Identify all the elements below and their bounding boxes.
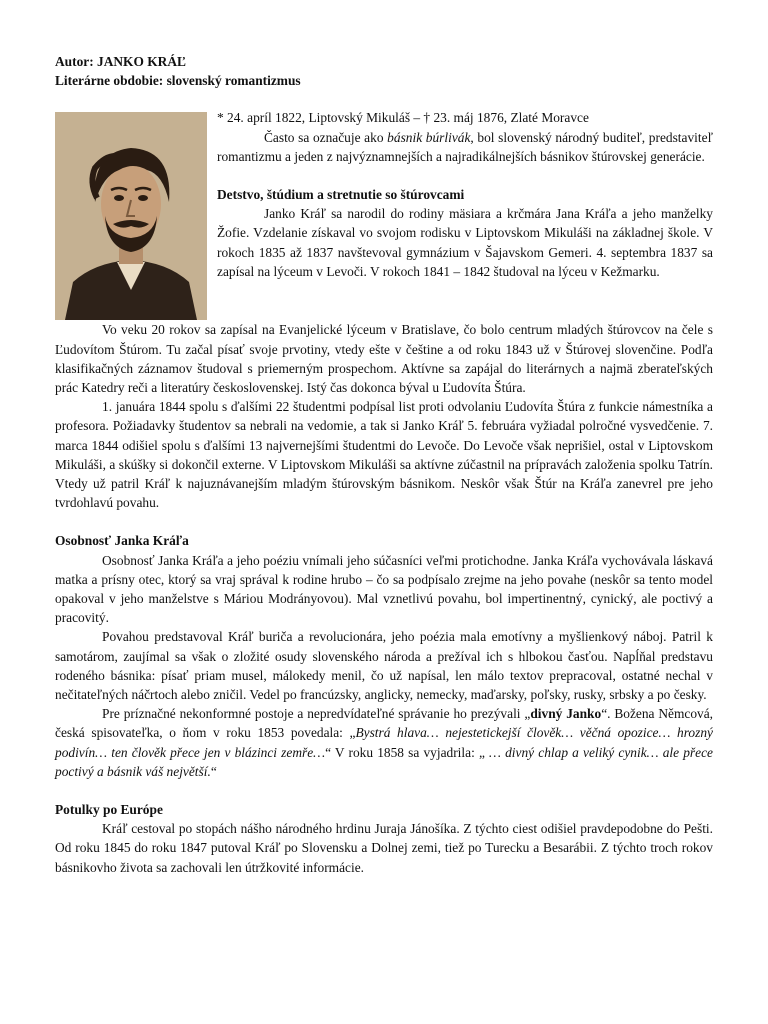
portrait-image	[55, 112, 207, 320]
nickname-divny-janko: divný Janko	[530, 706, 602, 722]
p3-part-e: “ V roku 1858 sa vyjadrila: „	[325, 744, 490, 760]
author-line: Autor: JANKO KRÁĽ	[55, 54, 186, 69]
intro-nickname: básnik búrlivák	[387, 129, 471, 145]
section-title-childhood: Detstvo, štúdium a stretnutie so štúrovcami	[217, 187, 465, 203]
p3-part-a: Pre príznačné nekonformné postoje a nepredvídateľné správanie ho prezývali „	[102, 706, 531, 722]
nemcova-quote-2: … divný chlap a veliký cynik… ale přece poctivý a básnik váš největší.	[55, 744, 713, 779]
p3-part-g: “	[210, 763, 217, 779]
section-title-travels: Potulky po Európe	[55, 802, 163, 818]
header-block	[55, 52, 713, 90]
p3-part-c: “. Božena Němcová, česká spisovateľka, o ňom v roku 1853 povedala: „	[55, 706, 714, 741]
intro-paragraph	[217, 128, 713, 166]
childhood-paragraph-3: 1. januára 1844 spolu s ďalšími 22 študentmi podpísal list proti odvolaniu Ľudovíta Štúra z funkcie námestníka a profesora. Požiadavky študentov sa nebrali na vedomie, a tak si Janko Kráľ 5. februára vyžiadal polročné vysvedčenie. 7. marca 1844 odišiel spolu s ďalšími 13 najvernejšími študentmi do Levoče. Do Levoče však neprišiel, ostal v Liptovskom Mikuláši, a skúšky si dokončil externe. V Liptovskom Mikuláši sa aktívne zúčastnil na prípravách založenia spolku Tatrín. Vtedy už patril Kráľ k najuznávanejším mladým štúrovským básnikom. Neskôr však Štúr na Kráľa zanevrel pre jeho tvrdohlavú povahu.	[55, 399, 713, 511]
childhood-paragraph-1: Janko Kráľ sa narodil do rodiny mäsiara a krčmára Jana Kráľa a jeho manželky Žofie. Vzdelanie získaval vo svojom rodisku v Liptovskom Mikuláši na základnej škole. V rokoch 1835 až 1837 navštevoval gymnázium v Šajavskom Gemeri. 4. septembra 1837 sa zapísal na lýceum v Levoči. V rokoch 1841 – 1842 študoval na lýceu v Kežmarku.	[217, 206, 713, 279]
birth-line: * 24. apríl 1822, Liptovský Mikuláš – † 23. máj 1876, Zlaté Moravce	[217, 110, 589, 126]
intro-block	[55, 108, 713, 320]
section-title-personality: Osobnosť Janka Kráľa	[55, 533, 189, 549]
intro-text-c: , bol slovenský národný buditeľ, predstaviteľ romantizmu a jeden z najvýznamnejších a najradikálnejších básnikov štúrovskej generácie.	[217, 129, 713, 164]
intro-text	[217, 108, 713, 320]
personality-paragraph-2: Povahou predstavoval Kráľ buriča a revolucionára, jeho poézia mala emotívny a myšlienkový náboj. Patril k samotárom, zaujímal sa však o zložité osudy slovenského národa a prežíval ich s hlbokou časťou. Napĺňal predstavu rodeného básnika: písať priam musel, málokedy menil, čo už napísal, len málo textov prepracoval, ostatné nechal v nečitateľných náčrtoch alebo zničil. Vedel po francúzsky, anglicky, nemecky, maďarsky, poľsky, rusky, srbsky a po česky.	[55, 629, 713, 703]
nemcova-quote-1: Bystrá hlava… nejestetickejší člověk… věčná opozice… hrozný podivín… ten člověk přece jen v blázinci zemře…	[55, 725, 713, 760]
childhood-paragraph-2: Vo veku 20 rokov sa zapísal na Evanjelické lýceum v Bratislave, čo bolo centrum mladých štúrovcov na čele s Ľudovítom Štúrom. Tu začal písať svoje prvotiny, vtedy ešte v češtine a od roku 1843 už v Štúrovej slovenčine. Podľa klasifikačných záznamov študoval s priemerným prospechom. Aktívne sa zapájal do literárnych a najmä zberateľských prác Katedry reči a literatúry československej. Istý čas dokonca býval u Ľudovíta Štúra.	[55, 322, 713, 396]
travels-paragraph-1: Kráľ cestoval po stopách nášho národného hrdinu Juraja Jánošíka. Z týchto ciest odišiel pravdepodobne do Pešti. Od roku 1845 do roku 1847 putoval Kráľ po Slovensku a Dolnej zemi, tiež po Turecku a Besarábii. Z týchto troch rokov básnikovho života sa zachovali len útržkovité informácie.	[55, 821, 713, 875]
intro-text-a: Často sa označuje ako	[264, 129, 388, 145]
personality-paragraph-1: Osobnosť Janka Kráľa a jeho poéziu vnímali jeho súčasníci veľmi protichodne. Janka Kráľa vychovávala láskavá matka a prísny otec, ktorý sa vraj správal k rodine hrubo – čo sa podpísalo zrejme na jeho povahe (neskôr sa tento model opakoval v jeho manželstve s Máriou Modrányovou). Mal vznetlivú povahu, bol impertinentný, cynický, ale poctivý a pracovitý.	[55, 552, 713, 626]
period-line: Literárne obdobie: slovenský romantizmus	[55, 73, 301, 89]
personality-paragraph-3	[55, 704, 713, 781]
document-page	[55, 52, 713, 877]
